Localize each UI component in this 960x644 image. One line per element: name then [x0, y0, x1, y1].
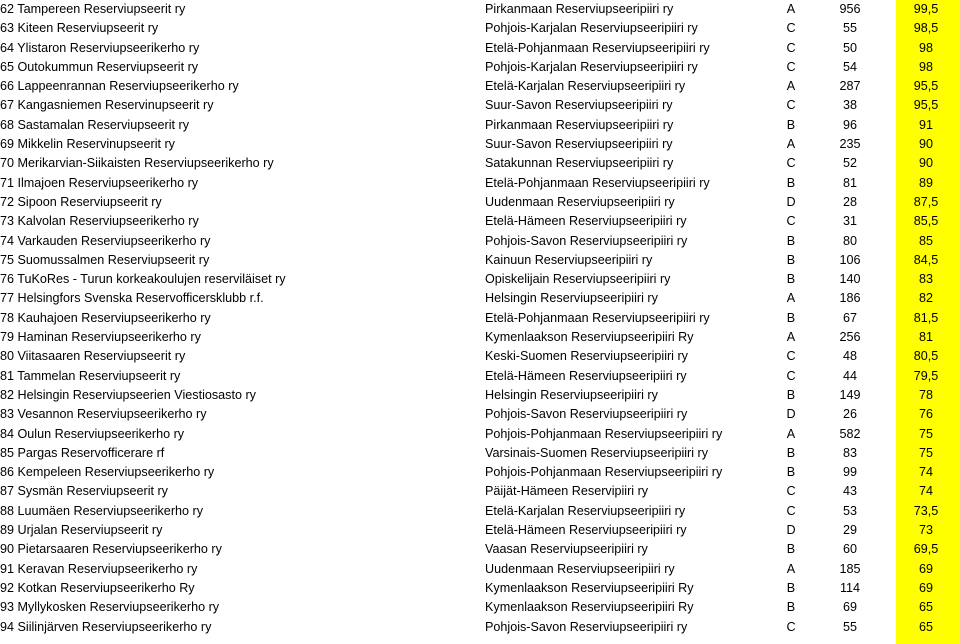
- table-row: [0, 463, 960, 482]
- size-class: A: [786, 137, 796, 152]
- member-count: 582: [839, 426, 861, 441]
- score-value: 81: [896, 328, 956, 347]
- district-name: Pohjois-Pohjanmaan Reserviupseeripiiri ry: [485, 426, 723, 441]
- size-class: C: [786, 368, 796, 383]
- size-class: B: [786, 117, 796, 132]
- member-count: 55: [842, 21, 857, 36]
- score-value: 74: [896, 463, 956, 482]
- association-name: 91 Keravan Reserviupseerikerho ry: [0, 561, 198, 576]
- size-class: B: [786, 310, 796, 325]
- size-class: D: [786, 194, 796, 209]
- association-name: 83 Vesannon Reserviupseerikerho ry: [0, 407, 207, 422]
- district-name: Pohjois-Savon Reserviupseeripiiri ry: [485, 233, 688, 248]
- size-class: B: [786, 542, 796, 557]
- size-class: B: [786, 233, 796, 248]
- member-count: 186: [839, 291, 861, 306]
- member-count: 67: [842, 310, 857, 325]
- district-name: Pohjois-Karjalan Reserviupseeripiiri ry: [485, 59, 698, 74]
- member-count: 54: [842, 59, 857, 74]
- table-row: [0, 425, 960, 444]
- association-name: 82 Helsingin Reserviupseerien Viestiosasto ry: [0, 387, 256, 402]
- score-value: 73: [896, 521, 956, 540]
- member-count: 96: [842, 117, 857, 132]
- size-class: C: [786, 349, 796, 364]
- score-value: 75: [896, 425, 956, 444]
- association-name: 84 Oulun Reserviupseerikerho ry: [0, 426, 185, 441]
- district-name: Pohjois-Savon Reserviupseeripiiri ry: [485, 407, 688, 422]
- district-name: Etelä-Hämeen Reserviupseeripiiri ry: [485, 214, 687, 229]
- association-name: 76 TuKoRes - Turun korkeakoulujen reserviläiset ry: [0, 272, 286, 287]
- size-class: C: [786, 59, 796, 74]
- district-name: Helsingin Reserviupseeripiiri ry: [485, 387, 658, 402]
- district-name: Etelä-Karjalan Reserviupseeripiiri ry: [485, 503, 686, 518]
- district-name: Uudenmaan Reserviupseeripiiri ry: [485, 194, 675, 209]
- association-name: 94 Siilinjärven Reserviupseerikerho ry: [0, 619, 212, 634]
- table-row: [0, 386, 960, 405]
- score-value: 85: [896, 232, 956, 251]
- district-name: Pohjois-Pohjanmaan Reserviupseeripiiri ry: [485, 465, 723, 480]
- size-class: C: [786, 619, 796, 634]
- member-count: 52: [842, 156, 857, 171]
- score-value: 90: [896, 135, 956, 154]
- size-class: A: [786, 79, 796, 94]
- table-row: [0, 579, 960, 598]
- member-count: 53: [842, 503, 857, 518]
- score-value: 99,5: [896, 0, 956, 19]
- score-value: 89: [896, 174, 956, 193]
- table-row: [0, 212, 960, 231]
- member-count: 44: [842, 368, 857, 383]
- district-name: Keski-Suomen Reserviupseeripiiri ry: [485, 349, 688, 364]
- association-name: 85 Pargas Reservofficerare rf: [0, 445, 165, 460]
- association-name: 71 Ilmajoen Reserviupseerikerho ry: [0, 175, 199, 190]
- score-value: 79,5: [896, 367, 956, 386]
- score-value: 95,5: [896, 77, 956, 96]
- size-class: B: [786, 465, 796, 480]
- association-name: 80 Viitasaaren Reserviupseerit ry: [0, 349, 186, 364]
- table-row: [0, 19, 960, 38]
- size-class: A: [786, 330, 796, 345]
- score-value: 82: [896, 289, 956, 308]
- association-name: 63 Kiteen Reserviupseerit ry: [0, 21, 159, 36]
- table-row: [0, 618, 960, 637]
- size-class: C: [786, 156, 796, 171]
- district-name: Pirkanmaan Reserviupseeripiiri ry: [485, 2, 674, 16]
- district-name: Uudenmaan Reserviupseeripiiri ry: [485, 561, 675, 576]
- member-count: 50: [842, 40, 857, 55]
- table-row: [0, 96, 960, 115]
- association-name: 62 Tampereen Reserviupseerit ry: [0, 2, 186, 16]
- score-value: 78: [896, 386, 956, 405]
- size-class: C: [786, 21, 796, 36]
- district-name: Opiskelijain Reserviupseeripiiri ry: [485, 272, 671, 287]
- member-count: 140: [839, 272, 861, 287]
- member-count: 31: [842, 214, 857, 229]
- association-name: 73 Kalvolan Reserviupseerikerho ry: [0, 214, 199, 229]
- size-class: A: [786, 291, 796, 306]
- association-name: 69 Mikkelin Reservinupseerit ry: [0, 137, 175, 152]
- member-count: 185: [839, 561, 861, 576]
- size-class: B: [786, 387, 796, 402]
- association-name: 68 Sastamalan Reserviupseerit ry: [0, 117, 189, 132]
- member-count: 26: [842, 407, 857, 422]
- district-name: Etelä-Pohjanmaan Reserviupseeripiiri ry: [485, 310, 710, 325]
- district-name: Varsinais-Suomen Reserviupseeripiiri ry: [485, 445, 709, 460]
- score-value: 73,5: [896, 502, 956, 521]
- score-value: 90: [896, 154, 956, 173]
- district-name: Pohjois-Savon Reserviupseeripiiri ry: [485, 619, 688, 634]
- table-row: [0, 309, 960, 328]
- member-count: 55: [842, 619, 857, 634]
- table-row: [0, 560, 960, 579]
- association-name: 89 Urjalan Reserviupseerit ry: [0, 523, 163, 538]
- member-count: 956: [839, 2, 861, 16]
- score-value: 98: [896, 39, 956, 58]
- score-value: 69: [896, 579, 956, 598]
- score-value: 85,5: [896, 212, 956, 231]
- association-name: 72 Sipoon Reserviupseerit ry: [0, 194, 162, 209]
- table-row: [0, 289, 960, 308]
- association-name: 88 Luumäen Reserviupseerikerho ry: [0, 503, 204, 518]
- member-count: 99: [842, 465, 857, 480]
- table-row: [0, 58, 960, 77]
- association-name: 79 Haminan Reserviupseerikerho ry: [0, 330, 201, 345]
- score-value: 98,5: [896, 19, 956, 38]
- score-value: 91: [896, 116, 956, 135]
- association-name: 78 Kauhajoen Reserviupseerikerho ry: [0, 310, 211, 325]
- table-row: [0, 135, 960, 154]
- table-row: [0, 347, 960, 366]
- table-row: [0, 193, 960, 212]
- score-value: 95,5: [896, 96, 956, 115]
- member-count: 29: [842, 523, 857, 538]
- association-name: 87 Sysmän Reserviupseerit ry: [0, 484, 168, 499]
- score-value: 76: [896, 405, 956, 424]
- member-count: 114: [839, 580, 861, 595]
- member-count: 28: [842, 194, 857, 209]
- table-row: [0, 367, 960, 386]
- association-name: 66 Lappeenrannan Reserviupseerikerho ry: [0, 79, 239, 94]
- score-value: 75: [896, 444, 956, 463]
- score-value: 84,5: [896, 251, 956, 270]
- district-name: Kymenlaakson Reserviupseeripiiri Ry: [485, 330, 694, 345]
- association-name: 64 Ylistaron Reserviupseerikerho ry: [0, 40, 200, 55]
- district-name: Päijät-Hämeen Reservipiiri ry: [485, 484, 649, 499]
- district-name: Kymenlaakson Reserviupseeripiiri Ry: [485, 600, 694, 615]
- size-class: B: [786, 600, 796, 615]
- score-value: 65: [896, 618, 956, 637]
- member-count: 60: [842, 542, 857, 557]
- association-name: 81 Tammelan Reserviupseerit ry: [0, 368, 181, 383]
- table-row: [0, 521, 960, 540]
- association-name: 67 Kangasniemen Reservinupseerit ry: [0, 98, 214, 113]
- score-value: 80,5: [896, 347, 956, 366]
- district-name: Pohjois-Karjalan Reserviupseeripiiri ry: [485, 21, 698, 36]
- size-class: D: [786, 523, 796, 538]
- district-name: Vaasan Reserviupseeripiiri ry: [485, 542, 648, 557]
- table-row: [0, 251, 960, 270]
- size-class: A: [786, 426, 796, 441]
- member-count: 80: [842, 233, 857, 248]
- association-name: 90 Pietarsaaren Reserviupseerikerho ry: [0, 542, 222, 557]
- size-class: C: [786, 98, 796, 113]
- association-name: 77 Helsingfors Svenska Reservofficersklubb r.f.: [0, 291, 264, 306]
- member-count: 287: [839, 79, 861, 94]
- score-value: 83: [896, 270, 956, 289]
- member-count: 83: [842, 445, 857, 460]
- table-row: [0, 77, 960, 96]
- table-row: [0, 502, 960, 521]
- association-name: 70 Merikarvian-Siikaisten Reserviupseerikerho ry: [0, 156, 274, 171]
- score-value: 74: [896, 482, 956, 501]
- district-name: Helsingin Reserviupseeripiiri ry: [485, 291, 658, 306]
- district-name: Kymenlaakson Reserviupseeripiiri Ry: [485, 580, 694, 595]
- size-class: B: [786, 580, 796, 595]
- district-name: Kainuun Reserviupseeripiiri ry: [485, 252, 653, 267]
- score-value: 65: [896, 598, 956, 617]
- member-count: 106: [839, 252, 861, 267]
- member-count: 256: [839, 330, 861, 345]
- size-class: C: [786, 503, 796, 518]
- table-row: [0, 540, 960, 559]
- district-name: Etelä-Karjalan Reserviupseeripiiri ry: [485, 79, 686, 94]
- size-class: B: [786, 445, 796, 460]
- table-row: [0, 482, 960, 501]
- table-row: [0, 174, 960, 193]
- table-row: [0, 598, 960, 617]
- size-class: A: [786, 561, 796, 576]
- score-value: 69: [896, 560, 956, 579]
- table-row: [0, 444, 960, 463]
- district-name: Etelä-Pohjanmaan Reserviupseeripiiri ry: [485, 175, 710, 190]
- score-value: 98: [896, 58, 956, 77]
- district-name: Suur-Savon Reserviupseeripiiri ry: [485, 98, 673, 113]
- member-count: 69: [842, 600, 857, 615]
- association-name: 93 Myllykosken Reserviupseerikerho ry: [0, 600, 220, 615]
- association-name: 86 Kempeleen Reserviupseerikerho ry: [0, 465, 215, 480]
- member-count: 43: [842, 484, 857, 499]
- size-class: D: [786, 407, 796, 422]
- table-row: [0, 39, 960, 58]
- district-name: Suur-Savon Reserviupseeripiiri ry: [485, 137, 673, 152]
- member-count: 235: [839, 137, 861, 152]
- member-count: 38: [842, 98, 857, 113]
- score-value: 81,5: [896, 309, 956, 328]
- size-class: C: [786, 484, 796, 499]
- size-class: A: [786, 2, 796, 16]
- district-name: Etelä-Hämeen Reserviupseeripiiri ry: [485, 523, 687, 538]
- score-value: 69,5: [896, 540, 956, 559]
- district-name: Satakunnan Reserviupseeripiiri ry: [485, 156, 674, 171]
- table-row: [0, 154, 960, 173]
- association-name: 92 Kotkan Reserviupseerikerho Ry: [0, 580, 195, 595]
- size-class: C: [786, 40, 796, 55]
- size-class: C: [786, 214, 796, 229]
- district-name: Etelä-Pohjanmaan Reserviupseeripiiri ry: [485, 40, 710, 55]
- size-class: B: [786, 272, 796, 287]
- association-name: 75 Suomussalmen Reserviupseerit ry: [0, 252, 210, 267]
- member-count: 48: [842, 349, 857, 364]
- member-count: 149: [839, 387, 861, 402]
- table-row: [0, 0, 960, 19]
- association-name: 74 Varkauden Reserviupseerikerho ry: [0, 233, 211, 248]
- district-name: Pirkanmaan Reserviupseeripiiri ry: [485, 117, 674, 132]
- table-row: [0, 116, 960, 135]
- district-name: Etelä-Hämeen Reserviupseeripiiri ry: [485, 368, 687, 383]
- table-row: [0, 270, 960, 289]
- table-row: [0, 405, 960, 424]
- table-row: [0, 232, 960, 251]
- size-class: B: [786, 175, 796, 190]
- association-name: 65 Outokummun Reserviupseerit ry: [0, 59, 199, 74]
- score-value: 87,5: [896, 193, 956, 212]
- member-count: 81: [842, 175, 857, 190]
- table-row: [0, 328, 960, 347]
- size-class: B: [786, 252, 796, 267]
